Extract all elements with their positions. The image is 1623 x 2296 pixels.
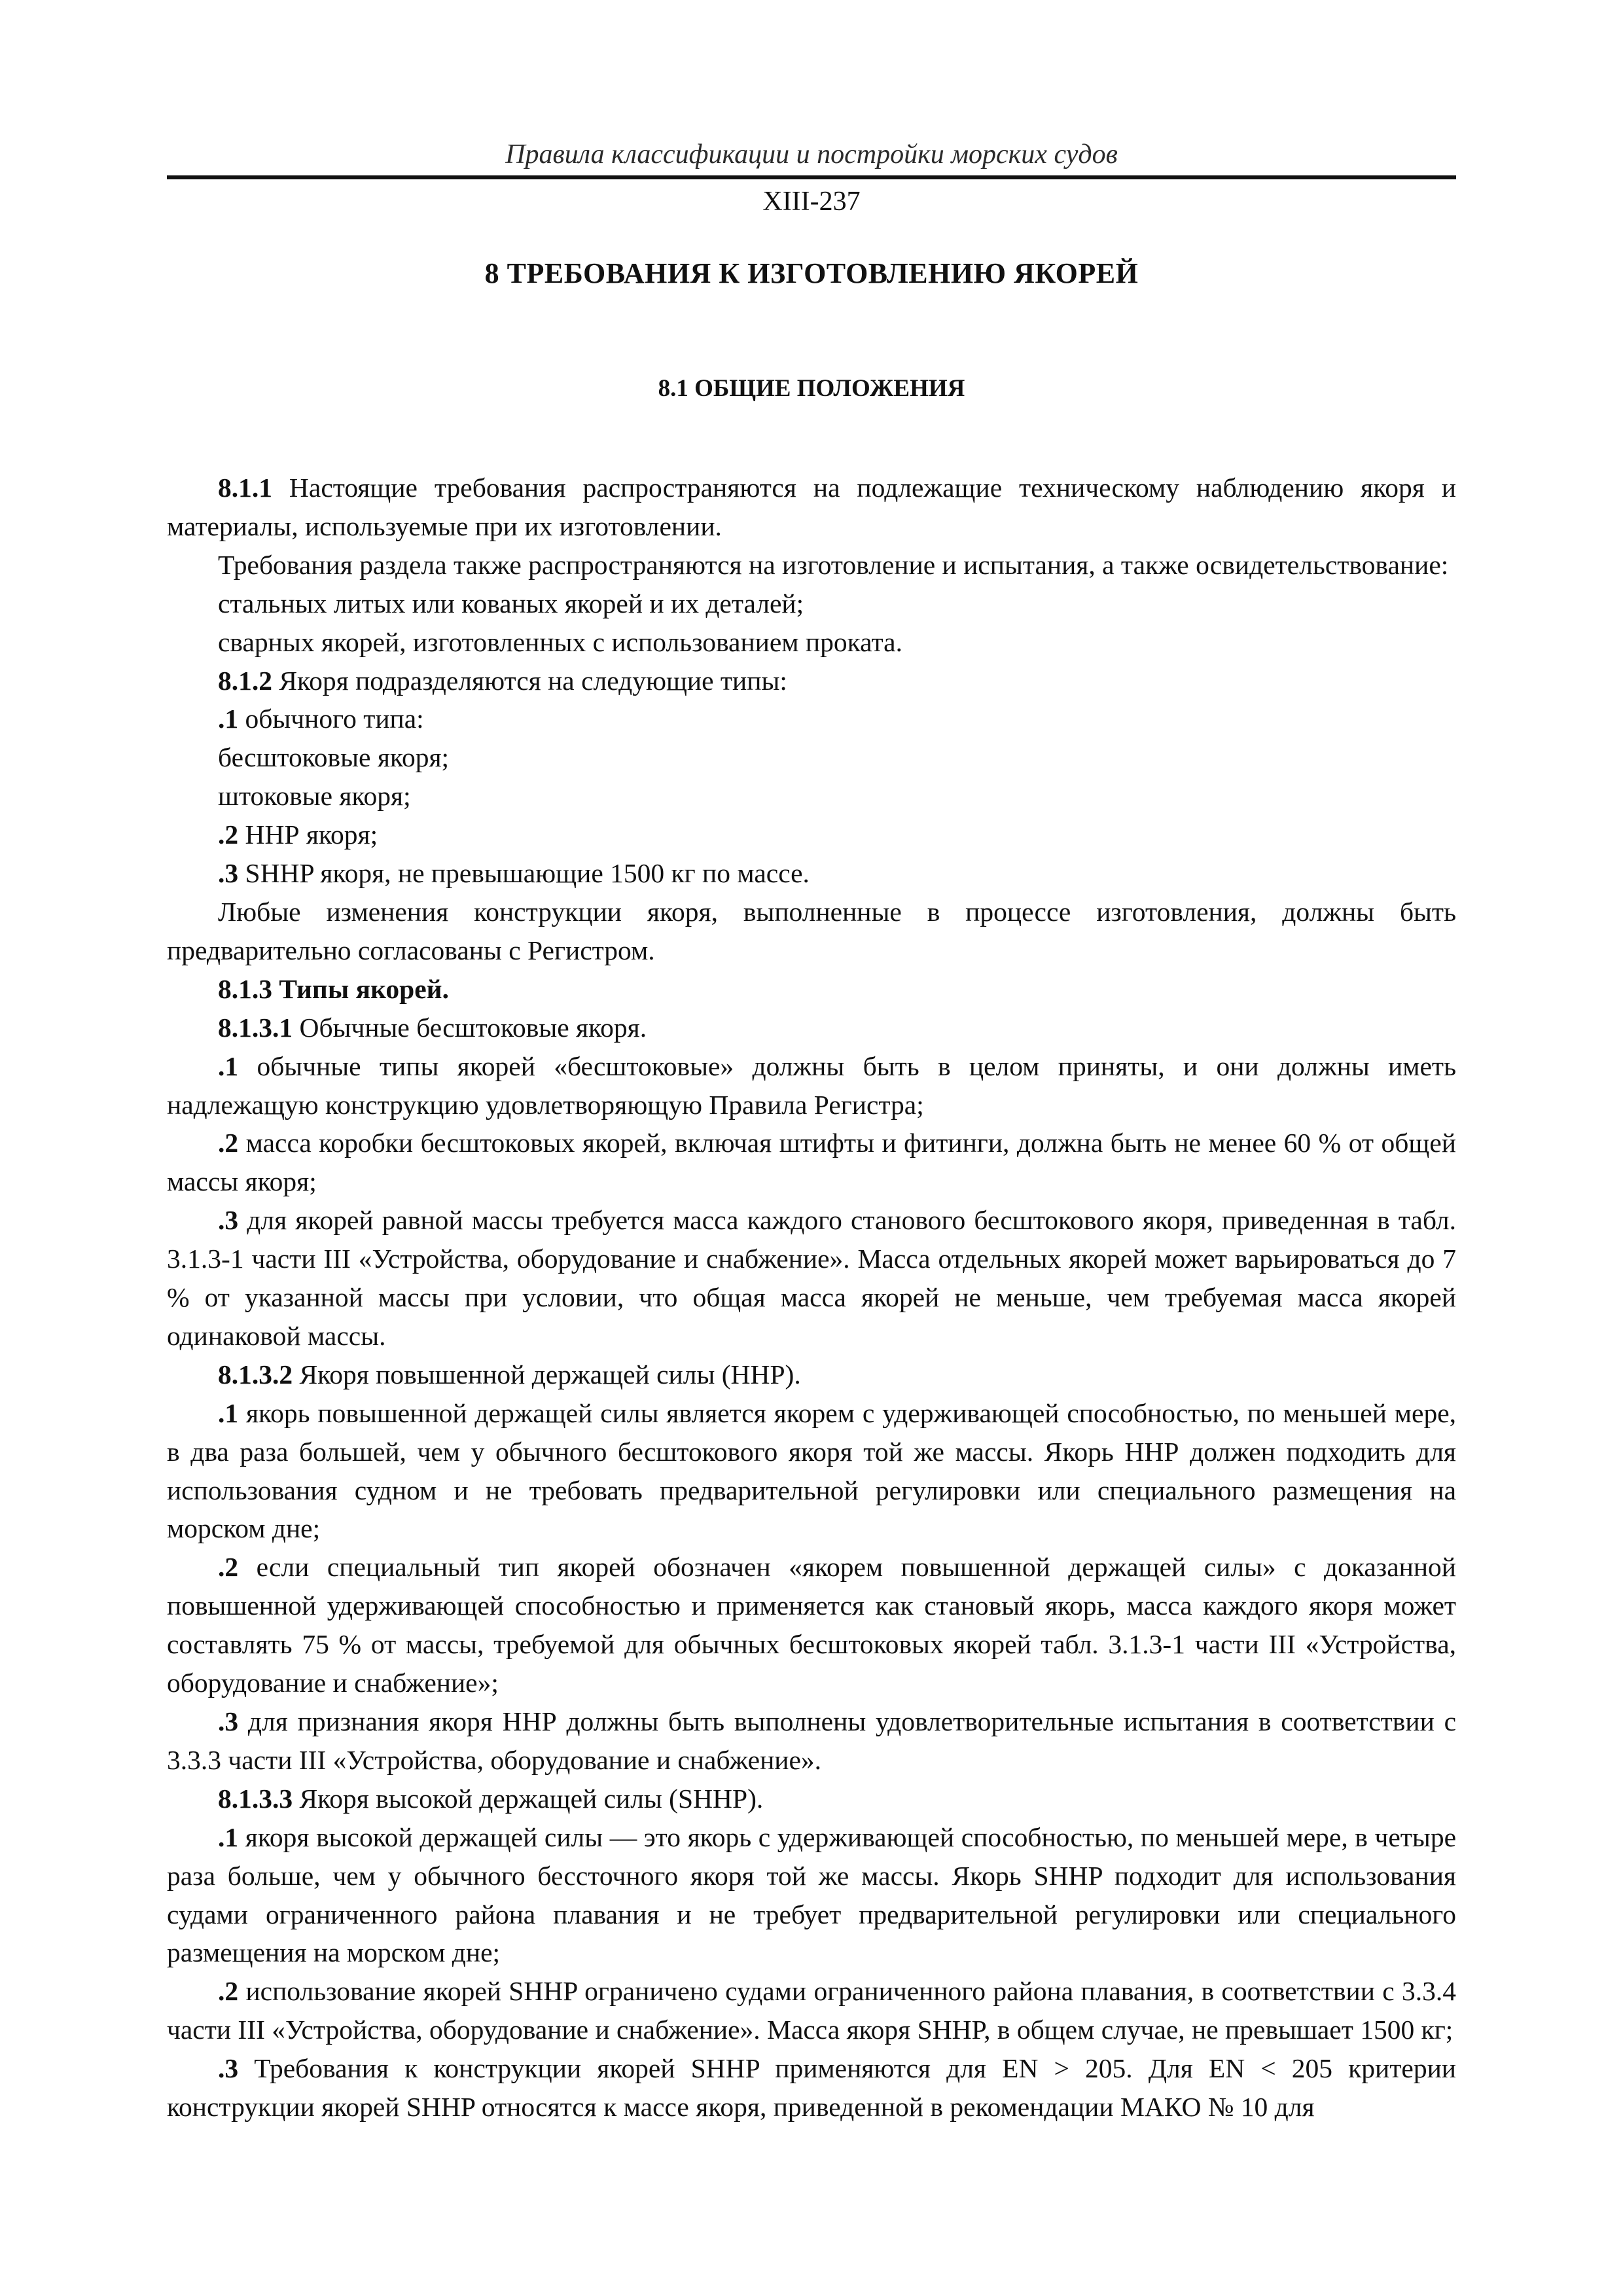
paragraph-number: 8.1.2 bbox=[218, 665, 272, 696]
paragraph-text: Якоря высокой держащей силы (SHHP). bbox=[293, 1783, 764, 1814]
paragraph-text: якорь повышенной держащей силы является якорем с удерживающей способностью, по меньшей мере, в два раза большей, чем у обычного бесштокового якоря той же массы. Якорь ННР должен подходить для использования судном и не требовать предварительной регулировки или специального размещения на морском дне; bbox=[167, 1397, 1456, 1544]
paragraph bbox=[167, 738, 1456, 777]
paragraph bbox=[167, 469, 1456, 546]
paragraph-text: обычного типа: bbox=[238, 704, 424, 734]
paragraph bbox=[167, 584, 1456, 623]
paragraph-text: для якорей равной массы требуется масса каждого станового бесштокового якоря, приведенная в табл. 3.1.3-1 части III «Устройства, оборудование и снабжение». Масса отдельных якорей может варьироваться до 7 % от указанной массы при условии, что общая масса якорей не меньше, чем требуемая масса якорей одинаковой массы. bbox=[167, 1205, 1456, 1351]
paragraph-text: Настоящие требования распространяются на подлежащие техническому наблюдению якоря и материалы, используемые при их изготовлении. bbox=[167, 473, 1456, 541]
header-rule bbox=[167, 175, 1456, 179]
section-title: 8.1 ОБЩИЕ ПОЛОЖЕНИЯ bbox=[658, 375, 965, 402]
paragraph-text: Требования раздела также распространяются на изготовление и испытания, а также освидетельствование: bbox=[218, 549, 1449, 580]
paragraph bbox=[167, 1702, 1456, 1780]
page-number: XIII-237 bbox=[762, 187, 861, 217]
paragraph-text: если специальный тип якорей обозначен «якорем повышенной держащей силы» с доказанной повышенной удерживающей способностью и применяется как становый якорь, масса каждого якоря может составлять 75 % от массы, требуемой для обычных бесштоковых якорей табл. 3.1.3-1 части III «Устройства, оборудование и снабжение»; bbox=[167, 1552, 1456, 1698]
paragraph bbox=[167, 1201, 1456, 1355]
paragraph bbox=[167, 970, 1456, 1009]
paragraph bbox=[167, 1047, 1456, 1124]
paragraph-text: SHHP якоря, не превышающие 1500 кг по массе. bbox=[238, 858, 810, 889]
paragraph-text: Обычные бесштоковые якоря. bbox=[293, 1012, 647, 1043]
paragraph bbox=[167, 854, 1456, 893]
paragraph bbox=[167, 1780, 1456, 1818]
paragraph-text: обычные типы якорей «бесштоковые» должны быть в целом приняты, и они должны иметь надлежащую конструкцию удовлетворяющую Правила Регистра; bbox=[167, 1050, 1456, 1120]
paragraph-text: якоря высокой держащей силы — это якорь с удерживающей способностью, по меньшей мере, в четыре раза больше, чем у обычного бессточного якоря той же массы. Якорь SHHP подходит для использования судами ограниченного района плавания и не требует предварительной регулировки или специального размещения на морском дне; bbox=[167, 1821, 1456, 1968]
paragraph bbox=[167, 816, 1456, 854]
paragraph bbox=[167, 1972, 1456, 2049]
document-body bbox=[167, 469, 1456, 2126]
paragraph bbox=[167, 662, 1456, 700]
paragraph-number: 8.1.3.2 bbox=[218, 1359, 293, 1390]
paragraph-number: .1 bbox=[218, 1050, 239, 1081]
paragraph-text: Якоря подразделяются на следующие типы: bbox=[272, 665, 787, 696]
paragraph-number: .3 bbox=[218, 1706, 239, 1736]
paragraph-text: сварных якорей, изготовленных с использованием проката. bbox=[218, 626, 902, 657]
paragraph-text: для признания якоря ННР должны быть выполнены удовлетворительные испытания в соответствии с 3.3.3 части III «Устройства, оборудование и снабжение». bbox=[167, 1706, 1456, 1775]
paragraph-number: .2 bbox=[218, 819, 239, 850]
paragraph bbox=[167, 1548, 1456, 1702]
paragraph bbox=[167, 1355, 1456, 1394]
paragraph-text: стальных литых или кованых якорей и их деталей; bbox=[218, 588, 804, 619]
paragraph bbox=[167, 623, 1456, 662]
paragraph bbox=[167, 1124, 1456, 1201]
paragraph-number: .2 bbox=[218, 1976, 239, 2007]
paragraph-text: ННР якоря; bbox=[238, 819, 378, 850]
paragraph bbox=[167, 700, 1456, 738]
paragraph-number: .3 bbox=[218, 1205, 239, 1236]
paragraph-number: .1 bbox=[218, 1821, 239, 1852]
chapter-title: 8 ТРЕБОВАНИЯ К ИЗГОТОВЛЕНИЮ ЯКОРЕЙ bbox=[484, 257, 1139, 289]
paragraph bbox=[167, 1009, 1456, 1047]
paragraph-text: бесштоковые якоря; bbox=[218, 742, 450, 773]
paragraph-number: 8.1.3 Типы якорей. bbox=[218, 973, 449, 1004]
paragraph bbox=[167, 546, 1456, 584]
paragraph-text: Якоря повышенной держащей силы (ННР). bbox=[293, 1359, 801, 1390]
paragraph-number: .1 bbox=[218, 704, 239, 734]
paragraph bbox=[167, 1818, 1456, 1973]
paragraph-text: использование якорей SHHP ограничено судами ограниченного района плавания, в соответствии с 3.3.4 части III «Устройства, оборудование и снабжение». Масса якоря SHHP, в общем случае, не превышает 1500 кг; bbox=[167, 1976, 1456, 2045]
paragraph bbox=[167, 2049, 1456, 2126]
paragraph-number: .3 bbox=[218, 858, 239, 889]
paragraph-number: 8.1.3.1 bbox=[218, 1012, 293, 1043]
paragraph-number: 8.1.3.3 bbox=[218, 1783, 293, 1814]
paragraph-number: 8.1.1 bbox=[218, 473, 272, 503]
paragraph bbox=[167, 777, 1456, 816]
paragraph bbox=[167, 1394, 1456, 1549]
paragraph bbox=[167, 893, 1456, 970]
paragraph-text: масса коробки бесштоковых якорей, включая штифты и фитинги, должна быть не менее 60 % от общей массы якоря; bbox=[167, 1128, 1456, 1197]
running-header: Правила классификации и постройки морских судов bbox=[505, 139, 1118, 170]
paragraph-number: .1 bbox=[218, 1397, 239, 1428]
paragraph-number: .3 bbox=[218, 2053, 239, 2084]
paragraph-text: штоковые якоря; bbox=[218, 781, 411, 812]
paragraph-number: .2 bbox=[218, 1128, 239, 1158]
paragraph-text: Требования к конструкции якорей SHHP применяются для EN > 205. Для EN < 205 критерии конструкции якорей SHHP относятся к массе якоря, приведенной в рекомендации МАКО № 10 для bbox=[167, 2053, 1456, 2123]
paragraph-text: Любые изменения конструкции якоря, выполненные в процессе изготовления, должны быть предварительно согласованы с Регистром. bbox=[167, 896, 1456, 965]
paragraph-number: .2 bbox=[218, 1552, 239, 1583]
